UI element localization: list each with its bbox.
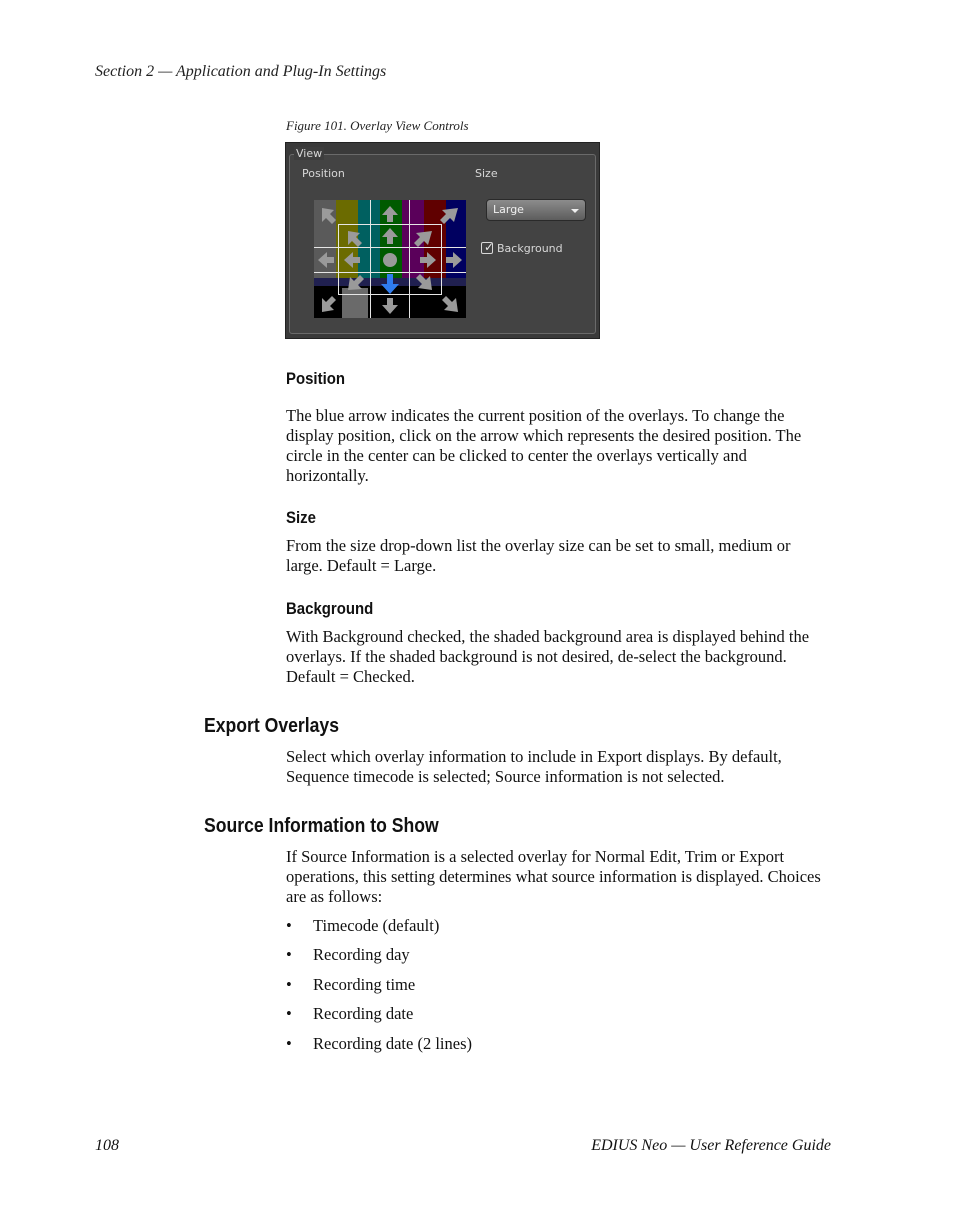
page-number: 108 <box>95 1137 119 1154</box>
bullet-icon: • <box>286 945 292 964</box>
size-label: Size <box>475 167 498 180</box>
size-heading: Size <box>286 508 316 527</box>
list-item-text: Recording date <box>313 1004 414 1023</box>
size-body: From the size drop-down list the overlay size can be set to small, medium or large. Default = Large. <box>286 536 791 575</box>
guide-title: EDIUS Neo — User Reference Guide <box>591 1137 831 1154</box>
chevron-down-icon <box>571 209 579 213</box>
bullet-icon: • <box>286 1034 292 1053</box>
center-circle <box>383 253 397 267</box>
view-group <box>289 147 596 334</box>
position-grid <box>314 200 466 318</box>
arrow-bottom-right-outer <box>442 296 458 312</box>
size-dropdown-value: Large <box>493 203 524 216</box>
figure-caption: Figure 101. Overlay View Controls <box>286 118 469 133</box>
arrow-bottom-center-outer <box>382 298 398 314</box>
list-item-text: Recording day <box>313 945 410 964</box>
export-overlays-heading: Export Overlays <box>204 715 340 737</box>
position-heading: Position <box>286 369 346 388</box>
size-dropdown[interactable] <box>486 199 586 221</box>
position-grid-canvas <box>314 200 466 318</box>
export-overlays-body: Select which overlay information to include in Export displays. By default, Sequence timecode is selected; Source information is not selected. <box>286 747 782 786</box>
bullet-icon: • <box>286 1004 292 1023</box>
bullet-icon: • <box>286 916 292 935</box>
source-info-heading: Source Information to Show <box>204 815 439 837</box>
source-info-body: If Source Information is a selected overlay for Normal Edit, Trim or Export operations, this setting determines what source information is displayed. Choices are as follows: <box>286 847 821 906</box>
checkmark-icon: ✓ <box>484 240 495 254</box>
list-item-text: Recording time <box>313 975 416 994</box>
list-item-text: Timecode (default) <box>313 916 440 935</box>
view-group-label: View <box>296 147 323 160</box>
arrow-bottom-left-outer <box>322 296 336 312</box>
background-heading: Background <box>286 599 374 618</box>
background-body: With Background checked, the shaded background area is displayed behind the overlays. If the shaded background is not desired, de-select the background. Default = Checked. <box>286 627 810 686</box>
background-checkbox-label: Background <box>497 242 563 255</box>
position-label: Position <box>302 167 345 180</box>
overlay-view-controls-panel <box>285 142 600 339</box>
background-checkbox[interactable] <box>481 242 493 254</box>
bullet-icon: • <box>286 975 292 994</box>
list-item-text: Recording date (2 lines) <box>313 1034 472 1053</box>
position-body: The blue arrow indicates the current position of the overlays. To change the display position, click on the arrow which represents the desired position. The circle in the center can be clicked to center the overlays vertically and horizontally. <box>286 406 802 485</box>
running-head: Section 2 — Application and Plug-In Settings <box>95 63 387 80</box>
